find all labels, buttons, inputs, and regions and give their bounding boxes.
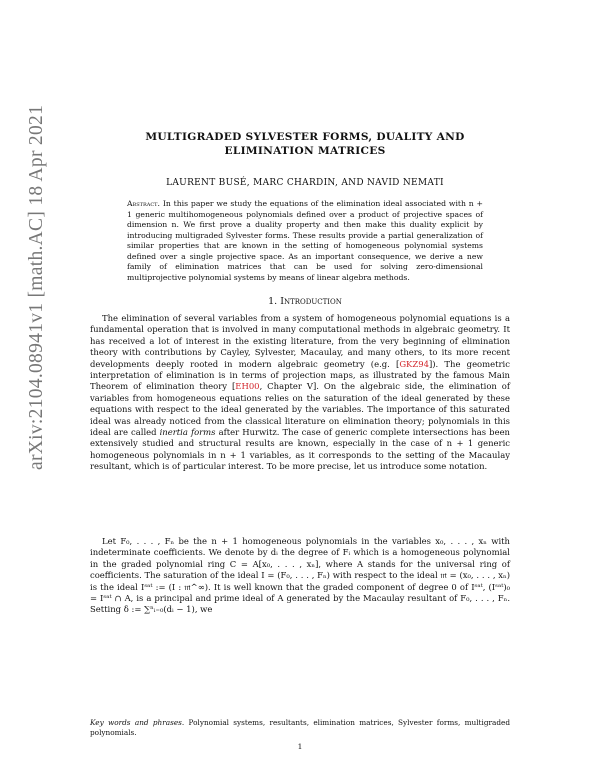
intro-paragraph-1	[90, 313, 510, 473]
citation-gkz94-link[interactable]: GKZ94	[399, 358, 429, 369]
arxiv-identifier-text: arXiv:2104.08941v1 [math.AC] 18 Apr 2021	[26, 104, 47, 470]
section-heading	[110, 296, 500, 307]
paper-authors: LAURENT BUSÉ, MARC CHARDIN, AND NAVID NEMATI	[166, 178, 444, 188]
paragraph-1-part-4: after Hurwitz. The case of generic complete intersections has been extensively studied and structural results are known, especially in the case of n + 1 generic homogeneous polynomials in n + 1 variables, as it corresponds to the setting of the Macaulay resultant, which is of particular interest. To be more precise, let us introduce some notation.	[90, 427, 510, 472]
footnote	[90, 718, 510, 738]
intro-paragraph-2	[90, 536, 510, 616]
paragraph-2-text: Let F₀, . . . , Fₙ be the n + 1 homogeneous polynomials in the variables x₀, . . . , xₙ with indeterminate coefficients. We denote by dᵢ the degree of Fᵢ which is a homogeneous polynomial in the graded polynomial ring C = A[x₀, . . . , xₙ], where A stands for the universal ring of coefficients. The saturation of the ideal I = (F₀, . . . , Fₙ) with respect to the ideal 𝔪 = (x₀, . . . , xₙ) is the ideal Iˢᵃᵗ := (I : 𝔪^∞). It is well known that the graded component of degree 0 of Iˢᵃᵗ, (Iˢᵃᵗ)₀ = Iˢᵃᵗ ∩ A, is a principal and prime ideal of A generated by the Macaulay resultant of F₀, . . . , Fₙ. Setting δ := ∑ⁿᵢ₌₀(dᵢ − 1), we	[90, 536, 510, 615]
paragraph-1-part-1: The elimination of several variables from a system of homogeneous polynomial equations is a fundamental operation that is involved in many computational methods in algebraic geometry. It has received a lot of interest in the existing literature, from the very beginning of elimination theory with contributions by Cayley, Sylvester, Macaulay, and many others, to its more recent developments deeply rooted in modern algebraic geometry (e.g. [	[90, 313, 510, 369]
paragraph-1-part-3: , Chapter V]. On the algebraic side, the elimination of variables from homogeneous equations relies on the saturation of the ideal generated by these equations with respect to the ideal generated by the variables. The importance of this saturated ideal was already noticed from the classical literature on elimination theory; polynomials in this ideal are called	[90, 381, 511, 438]
paper-title: MULTIGRADED SYLVESTER FORMS, DUALITY AND ELIMINATION MATRICES	[145, 131, 465, 157]
section-title: Introduction	[280, 296, 342, 307]
paragraph-1-part-2: ]). The geometric interpretation of elimination is in terms of projection maps, as illustrated by the famous Main Theorem of elimination theory [	[90, 358, 510, 392]
section-number: 1.	[268, 296, 278, 307]
page-number: 1	[297, 742, 303, 751]
footnote-label: Key words and phrases.	[90, 718, 185, 727]
inertia-forms-term: inertia forms	[159, 427, 216, 438]
abstract	[127, 199, 483, 283]
abstract-label: Abstract.	[127, 199, 160, 208]
citation-eh00-link[interactable]: EH00	[235, 381, 260, 392]
footnote-text: Polynomial systems, resultants, elimination matrices, Sylvester forms, multigraded polynomials.	[90, 718, 510, 737]
abstract-text: In this paper we study the equations of the elimination ideal associated with n + 1 generic multihomogeneous polynomials defined over a product of projective spaces of dimension n. We first prove a duality property and then make this duality explicit by introducing multigraded Sylvester forms. These results provide a partial generalization of similar properties that are known in the setting of homogeneous polynomial systems defined over a single projective space. As an important consequence, we derive a new family of elimination matrices that can be used for solving zero-dimensional multiprojective polynomial systems by means of linear algebra methods.	[127, 199, 483, 282]
